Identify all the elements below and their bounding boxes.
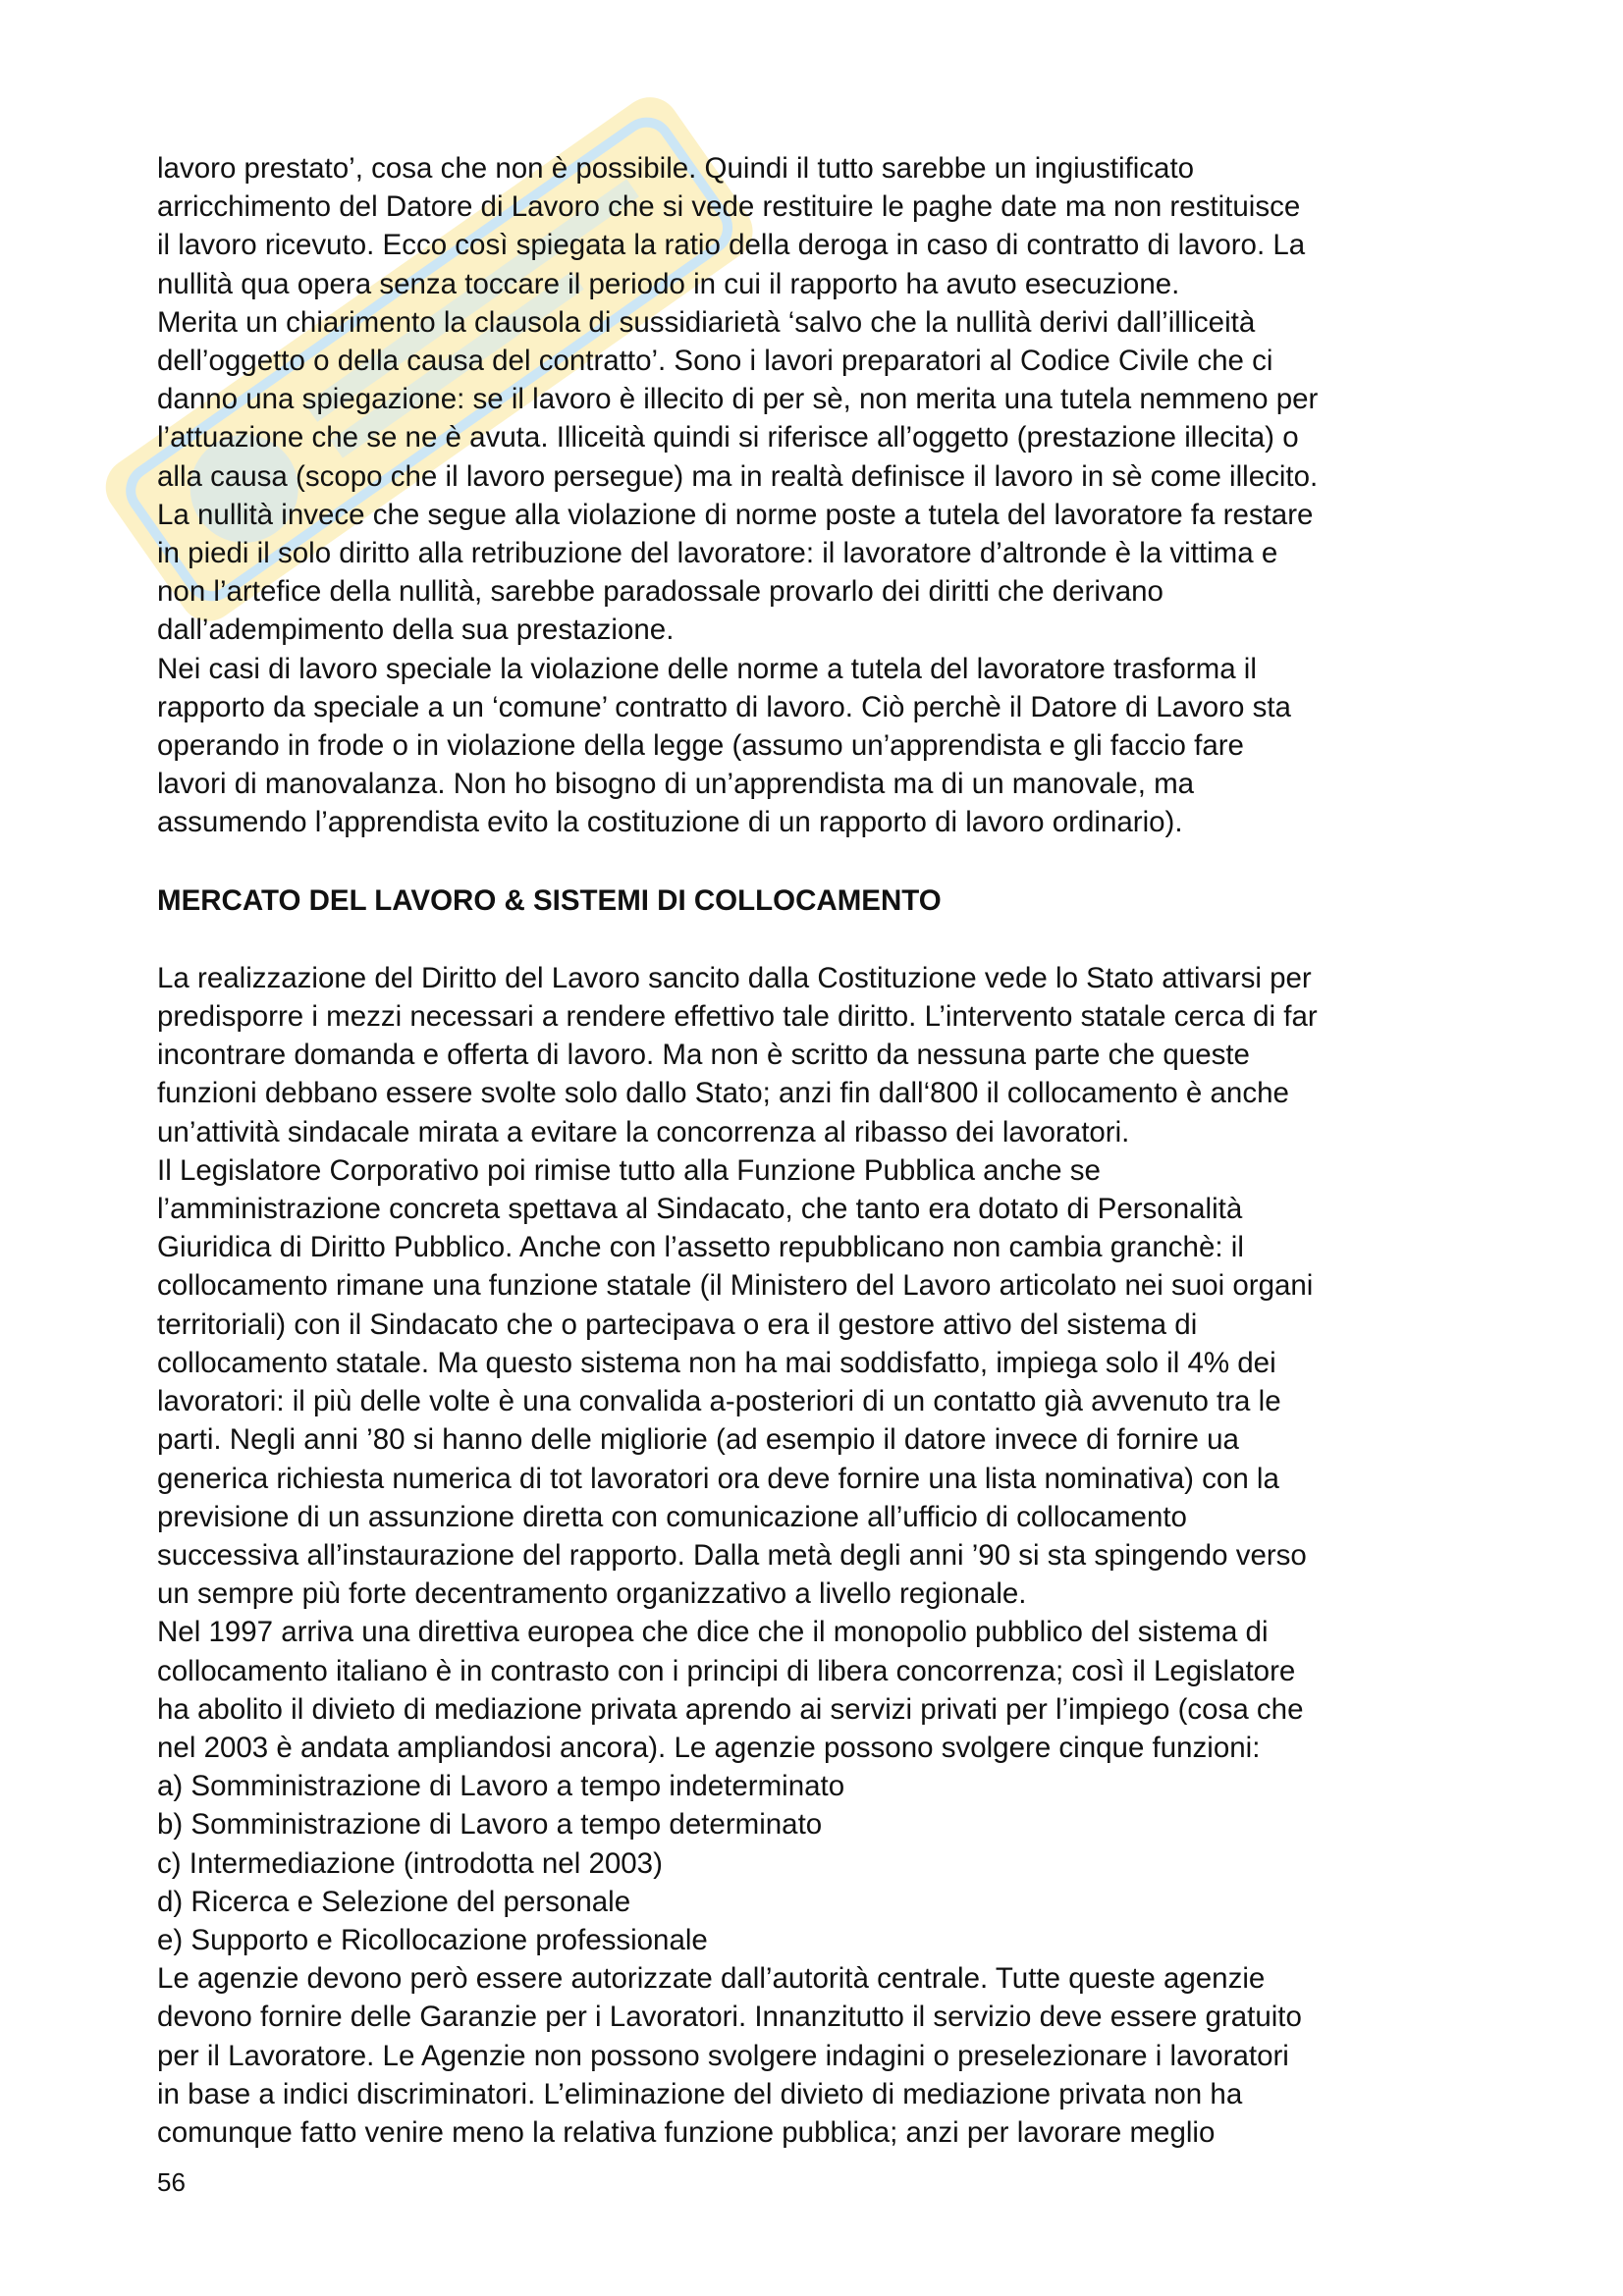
text-line: collocamento italiano è in contrasto con i principi di libera concorrenza; così il Legislatore bbox=[157, 1654, 1296, 1687]
text-line: predisporre i mezzi necessari a rendere effettivo tale diritto. L’intervento statale cerca di far bbox=[157, 1000, 1318, 1034]
text-line: d) Ricerca e Selezione del personale bbox=[157, 1885, 631, 1918]
text-line: nullità qua opera senza toccare il periodo in cui il rapporto ha avuto esecuzione. bbox=[157, 267, 1180, 300]
text-line: operando in frode o in violazione della legge (assumo un’apprendista e gli faccio fare bbox=[157, 729, 1244, 763]
text-line: un sempre più forte decentramento organizzativo a livello regionale. bbox=[157, 1577, 1027, 1611]
text-line: alla causa (scopo che il lavoro persegue) ma in realtà definisce il lavoro in sè come illecito. bbox=[157, 459, 1319, 493]
text-line: territoriali) con il Sindacato che o partecipava o era il gestore attivo del sistema di bbox=[157, 1308, 1198, 1341]
text-line: assumendo l’apprendista evito la costituzione di un rapporto di lavoro ordinario). bbox=[157, 806, 1183, 839]
text-line: generica richiesta numerica di tot lavoratori ora deve fornire una lista nominativa) con la bbox=[157, 1462, 1279, 1495]
text-line: devono fornire delle Garanzie per i Lavoratori. Innanzitutto il servizio deve essere gratuito bbox=[157, 2001, 1302, 2034]
text-line: per il Lavoratore. Le Agenzie non possono svolgere indagini o preselezionare i lavoratori bbox=[157, 2039, 1289, 2072]
text-line: previsione di un assunzione diretta con comunicazione all’ufficio di collocamento bbox=[157, 1500, 1187, 1533]
section-heading: MERCATO DEL LAVORO & SISTEMI DI COLLOCAMENTO bbox=[157, 883, 942, 917]
page-number: 56 bbox=[157, 2167, 186, 2197]
text-line: c) Intermediazione (introdotta nel 2003) bbox=[157, 1846, 663, 1880]
text-line: in piedi il solo diritto alla retribuzione del lavoratore: il lavoratore d’altronde è la vittima e bbox=[157, 537, 1278, 570]
text-line: Merita un chiarimento la clausola di sussidiarietà ‘salvo che la nullità derivi dall’illiceità bbox=[157, 305, 1256, 339]
text-line: comunque fatto venire meno la relativa funzione pubblica; anzi per lavorare meglio bbox=[157, 2115, 1216, 2149]
text-line: nel 2003 è andata ampliandosi ancora). Le agenzie possono svolgere cinque funzioni: bbox=[157, 1731, 1261, 1764]
text-line: arricchimento del Datore di Lavoro che si vede restituire le paghe date ma non restituisce bbox=[157, 190, 1301, 224]
text-line: rapporto da speciale a un ‘comune’ contratto di lavoro. Ciò perchè il Datore di Lavoro sta bbox=[157, 690, 1291, 723]
text-line: incontrare domanda e offerta di lavoro. Ma non è scritto da nessuna parte che queste bbox=[157, 1039, 1250, 1072]
text-line: b) Somministrazione di Lavoro a tempo determinato bbox=[157, 1808, 823, 1842]
text-line: La nullità invece che segue alla violazione di norme poste a tutela del lavoratore fa restare bbox=[157, 498, 1314, 531]
text-line: ha abolito il divieto di mediazione privata aprendo ai servizi privati per l’impiego (cosa che bbox=[157, 1692, 1304, 1726]
text-line: lavoratori: il più delle volte è una convalida a-posteriori di un contatto già avvenuto tra le bbox=[157, 1385, 1281, 1418]
text-line: il lavoro ricevuto. Ecco così spiegata la ratio della deroga in caso di contratto di lavoro. La bbox=[157, 229, 1306, 262]
text-line: funzioni debbano essere svolte solo dallo Stato; anzi fin dall‘800 il collocamento è anche bbox=[157, 1077, 1289, 1110]
text-line: collocamento rimane una funzione statale (il Ministero del Lavoro articolato nei suoi organi bbox=[157, 1269, 1314, 1303]
text-line: successiva all’instaurazione del rapporto. Dalla metà degli anni ’90 si sta spingendo verso bbox=[157, 1538, 1307, 1572]
document-body bbox=[157, 149, 1492, 2152]
text-line: non l’artefice della nullità, sarebbe paradossale provarlo dei diritti che derivano bbox=[157, 575, 1163, 609]
paragraphs-after-heading bbox=[157, 959, 1492, 2152]
text-line: lavoro prestato’, cosa che non è possibile. Quindi il tutto sarebbe un ingiustificato bbox=[157, 152, 1195, 185]
text-line: e) Supporto e Ricollocazione professionale bbox=[157, 1923, 708, 1956]
text-line: in base a indici discriminatori. L’eliminazione del divieto di mediazione privata non ha bbox=[157, 2077, 1243, 2110]
text-line: l’attuazione che se ne è avuta. Illiceità quindi si riferisce all’oggetto (prestazione illecita) o bbox=[157, 421, 1299, 454]
text-line: Le agenzie devono però essere autorizzate dall’autorità centrale. Tutte queste agenzie bbox=[157, 1962, 1266, 1996]
text-line: Il Legislatore Corporativo poi rimise tutto alla Funzione Pubblica anche se bbox=[157, 1153, 1101, 1187]
text-line: dall’adempimento della sua prestazione. bbox=[157, 614, 675, 647]
text-line: un’attività sindacale mirata a evitare la concorrenza al ribasso dei lavoratori. bbox=[157, 1115, 1130, 1148]
text-line: La realizzazione del Diritto del Lavoro sancito dalla Costituzione vede lo Stato attivarsi per bbox=[157, 961, 1312, 994]
text-line: Nel 1997 arriva una direttiva europea che dice che il monopolio pubblico del sistema di bbox=[157, 1616, 1269, 1649]
text-line: l’amministrazione concreta spettava al Sindacato, che tanto era dotato di Personalità bbox=[157, 1193, 1243, 1226]
text-line: Giuridica di Diritto Pubblico. Anche con l’assetto repubblicano non cambia granchè: il bbox=[157, 1231, 1244, 1264]
text-line: parti. Negli anni ’80 si hanno delle migliorie (ad esempio il datore invece di fornire ua bbox=[157, 1423, 1239, 1457]
text-line: a) Somministrazione di Lavoro a tempo indeterminato bbox=[157, 1770, 845, 1803]
text-line: danno una spiegazione: se il lavoro è illecito di per sè, non merita una tutela nemmeno per bbox=[157, 383, 1319, 416]
text-line: Nei casi di lavoro speciale la violazione delle norme a tutela del lavoratore trasforma il bbox=[157, 652, 1257, 685]
text-line: dell’oggetto o della causa del contratto’. Sono i lavori preparatori al Codice Civile che ci bbox=[157, 345, 1273, 378]
paragraphs-before-heading bbox=[157, 149, 1492, 842]
text-line: collocamento statale. Ma questo sistema non ha mai soddisfatto, impiega solo il 4% dei bbox=[157, 1346, 1276, 1379]
text-line: lavori di manovalanza. Non ho bisogno di un’apprendista ma di un manovale, ma bbox=[157, 768, 1195, 801]
